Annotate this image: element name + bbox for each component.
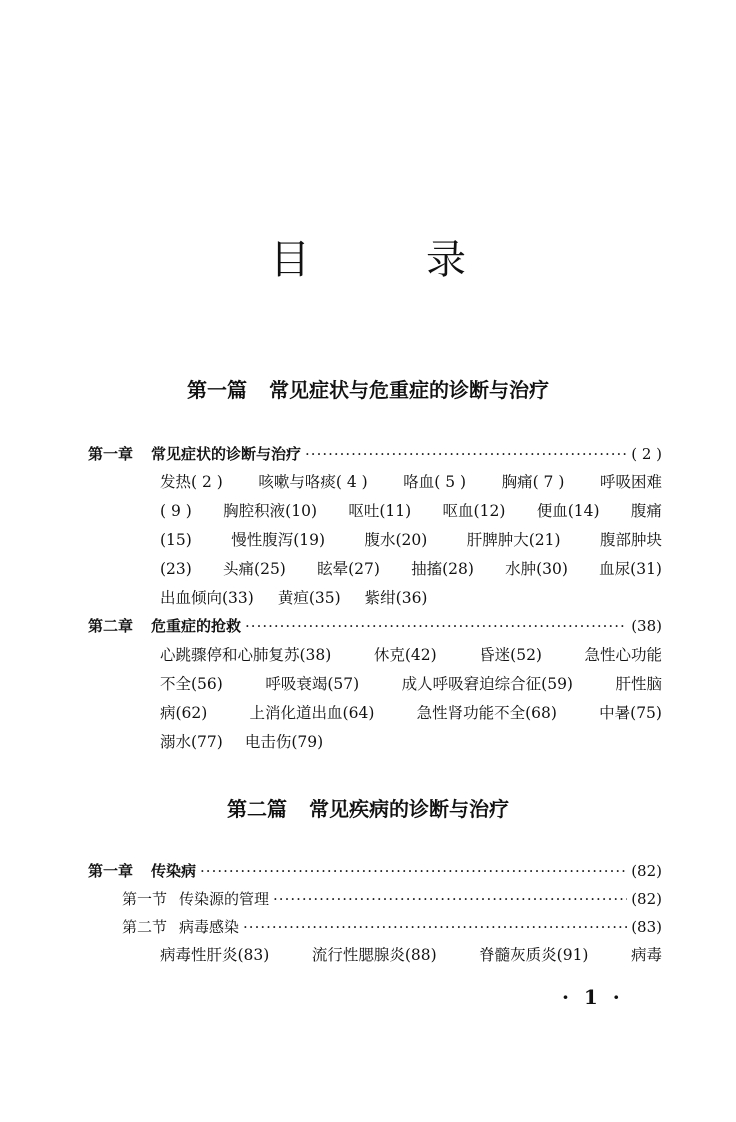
topic-item: 呕血(12)	[442, 502, 506, 520]
leader-dots	[243, 918, 627, 936]
topic-item: 成人呼吸窘迫综合征(59)	[401, 675, 573, 693]
topic-item: 不全(56)	[160, 675, 223, 693]
part2-heading	[0, 793, 736, 822]
topic-item: 心跳骤停和心肺复苏(38)	[160, 646, 332, 664]
topic-item: 肝性脑	[615, 675, 662, 693]
topic-item: 病毒	[630, 946, 662, 964]
topic-item: 呼吸困难	[599, 473, 662, 491]
topic-item: 呕吐(11)	[348, 502, 412, 520]
page-ref: (83)	[631, 918, 662, 936]
page-ref: (38)	[631, 617, 662, 635]
topic-item: (15)	[160, 531, 192, 549]
topic-line	[160, 701, 662, 727]
topic-line	[160, 672, 662, 698]
topic-line	[160, 470, 662, 496]
topic-item: 胸痛( 7 )	[501, 473, 565, 491]
topic-item: 咳嗽与咯痰( 4 )	[258, 473, 368, 491]
section-title: 病毒感染	[179, 918, 240, 936]
section-title: 传染源的管理	[179, 890, 270, 908]
topic-item: 病毒性肝炎(83)	[160, 946, 270, 964]
chapter-number: 第一章	[88, 862, 134, 880]
part2-label: 第二篇	[227, 797, 287, 821]
leader-dots	[273, 890, 627, 908]
topic-item: 腹部肿块	[599, 531, 662, 549]
toc-entry-p1-ch1[interactable]	[88, 443, 662, 465]
topic-item: 紫绀(36)	[364, 589, 428, 607]
topic-line	[160, 643, 662, 669]
topic-item: 腹痛	[630, 502, 662, 520]
part1-label: 第一篇	[187, 378, 247, 402]
chapter-title: 常见症状的诊断与治疗	[151, 445, 302, 463]
toc-entry-p2-ch1[interactable]	[88, 860, 662, 882]
topic-line	[160, 730, 662, 756]
topic-item: 发热( 2 )	[160, 473, 223, 491]
page-ref: (82)	[631, 890, 662, 908]
topic-item: 胸腔积液(10)	[223, 502, 317, 520]
topic-line	[160, 586, 662, 612]
topic-item: 急性肾功能不全(68)	[416, 704, 557, 722]
topic-item: 休克(42)	[373, 646, 437, 664]
topic-item: 腹水(20)	[364, 531, 428, 549]
topic-item: 头痛(25)	[223, 560, 286, 578]
section-number: 第一节	[122, 890, 168, 908]
leader-dots	[305, 445, 627, 463]
topic-item: 急性心功能	[584, 646, 662, 664]
topic-item: (23)	[160, 560, 192, 578]
topic-item: 呼吸衰竭(57)	[265, 675, 360, 693]
leader-dots	[245, 617, 627, 635]
topic-item: 便血(14)	[536, 502, 600, 520]
topic-item: 黄疸(35)	[277, 589, 341, 607]
chapter-title: 传染病	[151, 862, 197, 880]
topic-line	[160, 943, 662, 969]
toc-entry-p2-sec2[interactable]	[122, 916, 662, 938]
chapter-number: 第一章	[88, 445, 134, 463]
topic-item: 上消化道出血(64)	[249, 704, 375, 722]
topic-item: 出血倾向(33)	[160, 589, 254, 607]
topic-item: 抽搐(28)	[411, 560, 474, 578]
topic-item: 电击伤(79)	[244, 733, 324, 751]
page-number: · 1 ·	[562, 985, 624, 1009]
topic-item: 慢性腹泻(19)	[231, 531, 326, 549]
topic-item: 脊髓灰质炎(91)	[479, 946, 589, 964]
topic-item: 肝脾肿大(21)	[466, 531, 561, 549]
topic-item: 病(62)	[160, 704, 208, 722]
topic-item: 咯血( 5 )	[403, 473, 467, 491]
topic-item: 溺水(77)	[160, 733, 223, 751]
page-title: 目 录	[270, 237, 504, 283]
topic-item: 流行性腮腺炎(88)	[311, 946, 437, 964]
topic-item: ( 9 )	[160, 502, 192, 520]
topic-item: 水肿(30)	[505, 560, 568, 578]
topic-item: 眩晕(27)	[317, 560, 380, 578]
chapter-title: 危重症的抢救	[151, 617, 242, 635]
page-ref: ( 2 )	[631, 445, 662, 463]
topic-item: 昏迷(52)	[479, 646, 542, 664]
leader-dots	[200, 862, 627, 880]
part1-heading	[0, 374, 736, 403]
toc-entry-p2-sec1[interactable]	[122, 888, 662, 910]
topic-item: 中暑(75)	[599, 704, 662, 722]
part1-title: 常见症状与危重症的诊断与治疗	[269, 378, 549, 402]
page-ref: (82)	[631, 862, 662, 880]
topic-line	[160, 528, 662, 554]
part2-title: 常见疾病的诊断与治疗	[309, 797, 509, 821]
topic-item: 血尿(31)	[599, 560, 662, 578]
chapter-number: 第二章	[88, 617, 134, 635]
toc-entry-p1-ch2[interactable]	[88, 615, 662, 637]
topic-line	[160, 557, 662, 583]
topic-line	[160, 499, 662, 525]
section-number: 第二节	[122, 918, 168, 936]
